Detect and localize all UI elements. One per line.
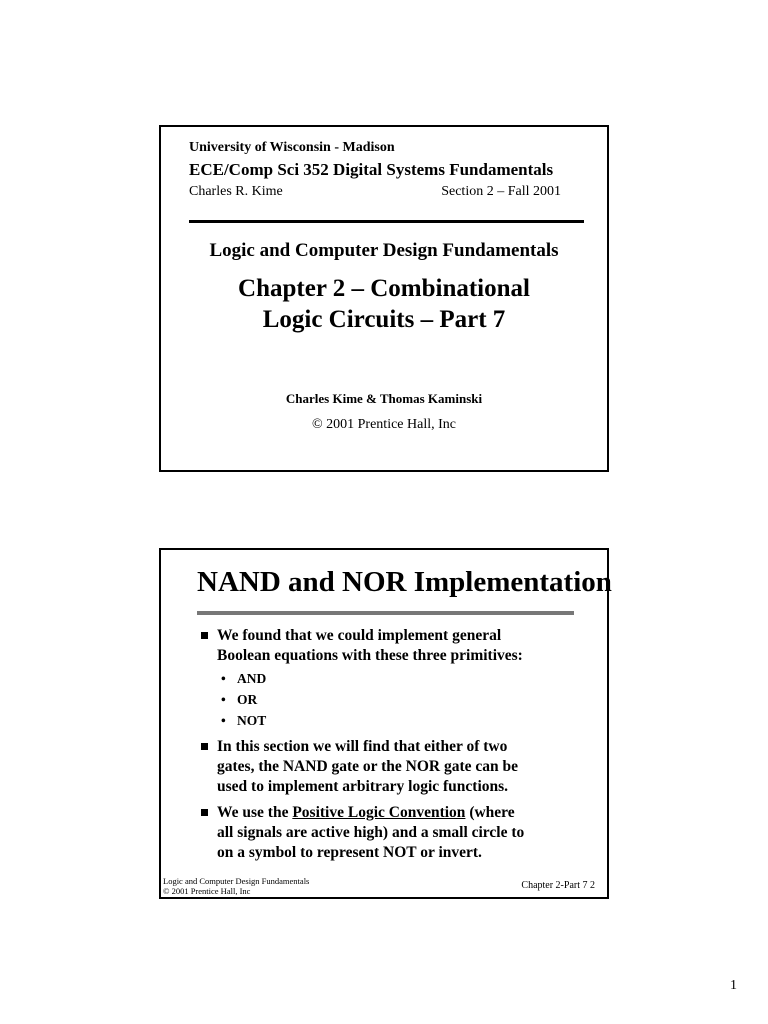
square-bullet-icon xyxy=(201,743,208,750)
page-number: 1 xyxy=(730,978,737,993)
university-name: University of Wisconsin - Madison xyxy=(189,140,395,155)
bullet-list xyxy=(199,626,579,869)
book-authors: Charles Kime & Thomas Kaminski xyxy=(285,391,483,406)
bullet-text: We found that we could implement general xyxy=(217,627,502,644)
bullet-item xyxy=(199,803,579,863)
square-bullet-icon xyxy=(201,632,208,639)
bullet-text: on a symbol to represent NOT or invert. xyxy=(217,844,482,861)
slide-footer-page: Chapter 2-Part 7 2 xyxy=(521,880,595,891)
instructor-name: Charles R. Kime xyxy=(189,184,283,199)
title-slide xyxy=(159,125,609,472)
content-slide xyxy=(159,548,612,899)
slide-footer-left: Logic and Computer Design Fundamentals © 2001 Prentice Hall, Inc xyxy=(163,876,310,896)
square-bullet-icon xyxy=(201,809,208,816)
sub-list xyxy=(217,668,579,731)
bullet-item xyxy=(199,737,579,797)
chapter-title-line2: Logic Circuits – Part 7 xyxy=(262,306,506,333)
slide-title: NAND and NOR Implementation xyxy=(197,566,612,598)
dot-bullet-icon: • xyxy=(221,692,226,707)
sub-item: • AND xyxy=(217,668,579,689)
dot-bullet-icon: • xyxy=(221,671,226,686)
bullet-text: In this section we will find that either of two xyxy=(217,738,508,755)
book-title: Logic and Computer Design Fundamentals xyxy=(209,240,559,261)
chapter-title-line1: Chapter 2 – Combinational xyxy=(238,275,530,302)
section-term: Section 2 – Fall 2001 xyxy=(441,184,561,199)
header-divider xyxy=(189,220,584,223)
bullet-item xyxy=(199,626,579,731)
bullet-text: Boolean equations with these three primitives: xyxy=(217,647,523,664)
course-title: ECE/Comp Sci 352 Digital Systems Fundamentals xyxy=(189,160,554,179)
bullet-text: We use the Positive Logic Convention (where xyxy=(217,804,515,821)
bullet-text: gates, the NAND gate or the NOR gate can be xyxy=(217,758,519,775)
bullet-text: used to implement arbitrary logic functions. xyxy=(217,778,509,795)
underlined-term: Positive Logic Convention xyxy=(292,804,466,821)
sub-item: • OR xyxy=(217,689,579,710)
chapter-title xyxy=(161,273,607,335)
bullet-text: all signals are active high) and a small circle to xyxy=(217,824,525,841)
copyright: © 2001 Prentice Hall, Inc xyxy=(312,417,456,432)
title-divider xyxy=(197,611,574,615)
dot-bullet-icon: • xyxy=(221,713,226,728)
sub-item: • NOT xyxy=(217,710,579,731)
